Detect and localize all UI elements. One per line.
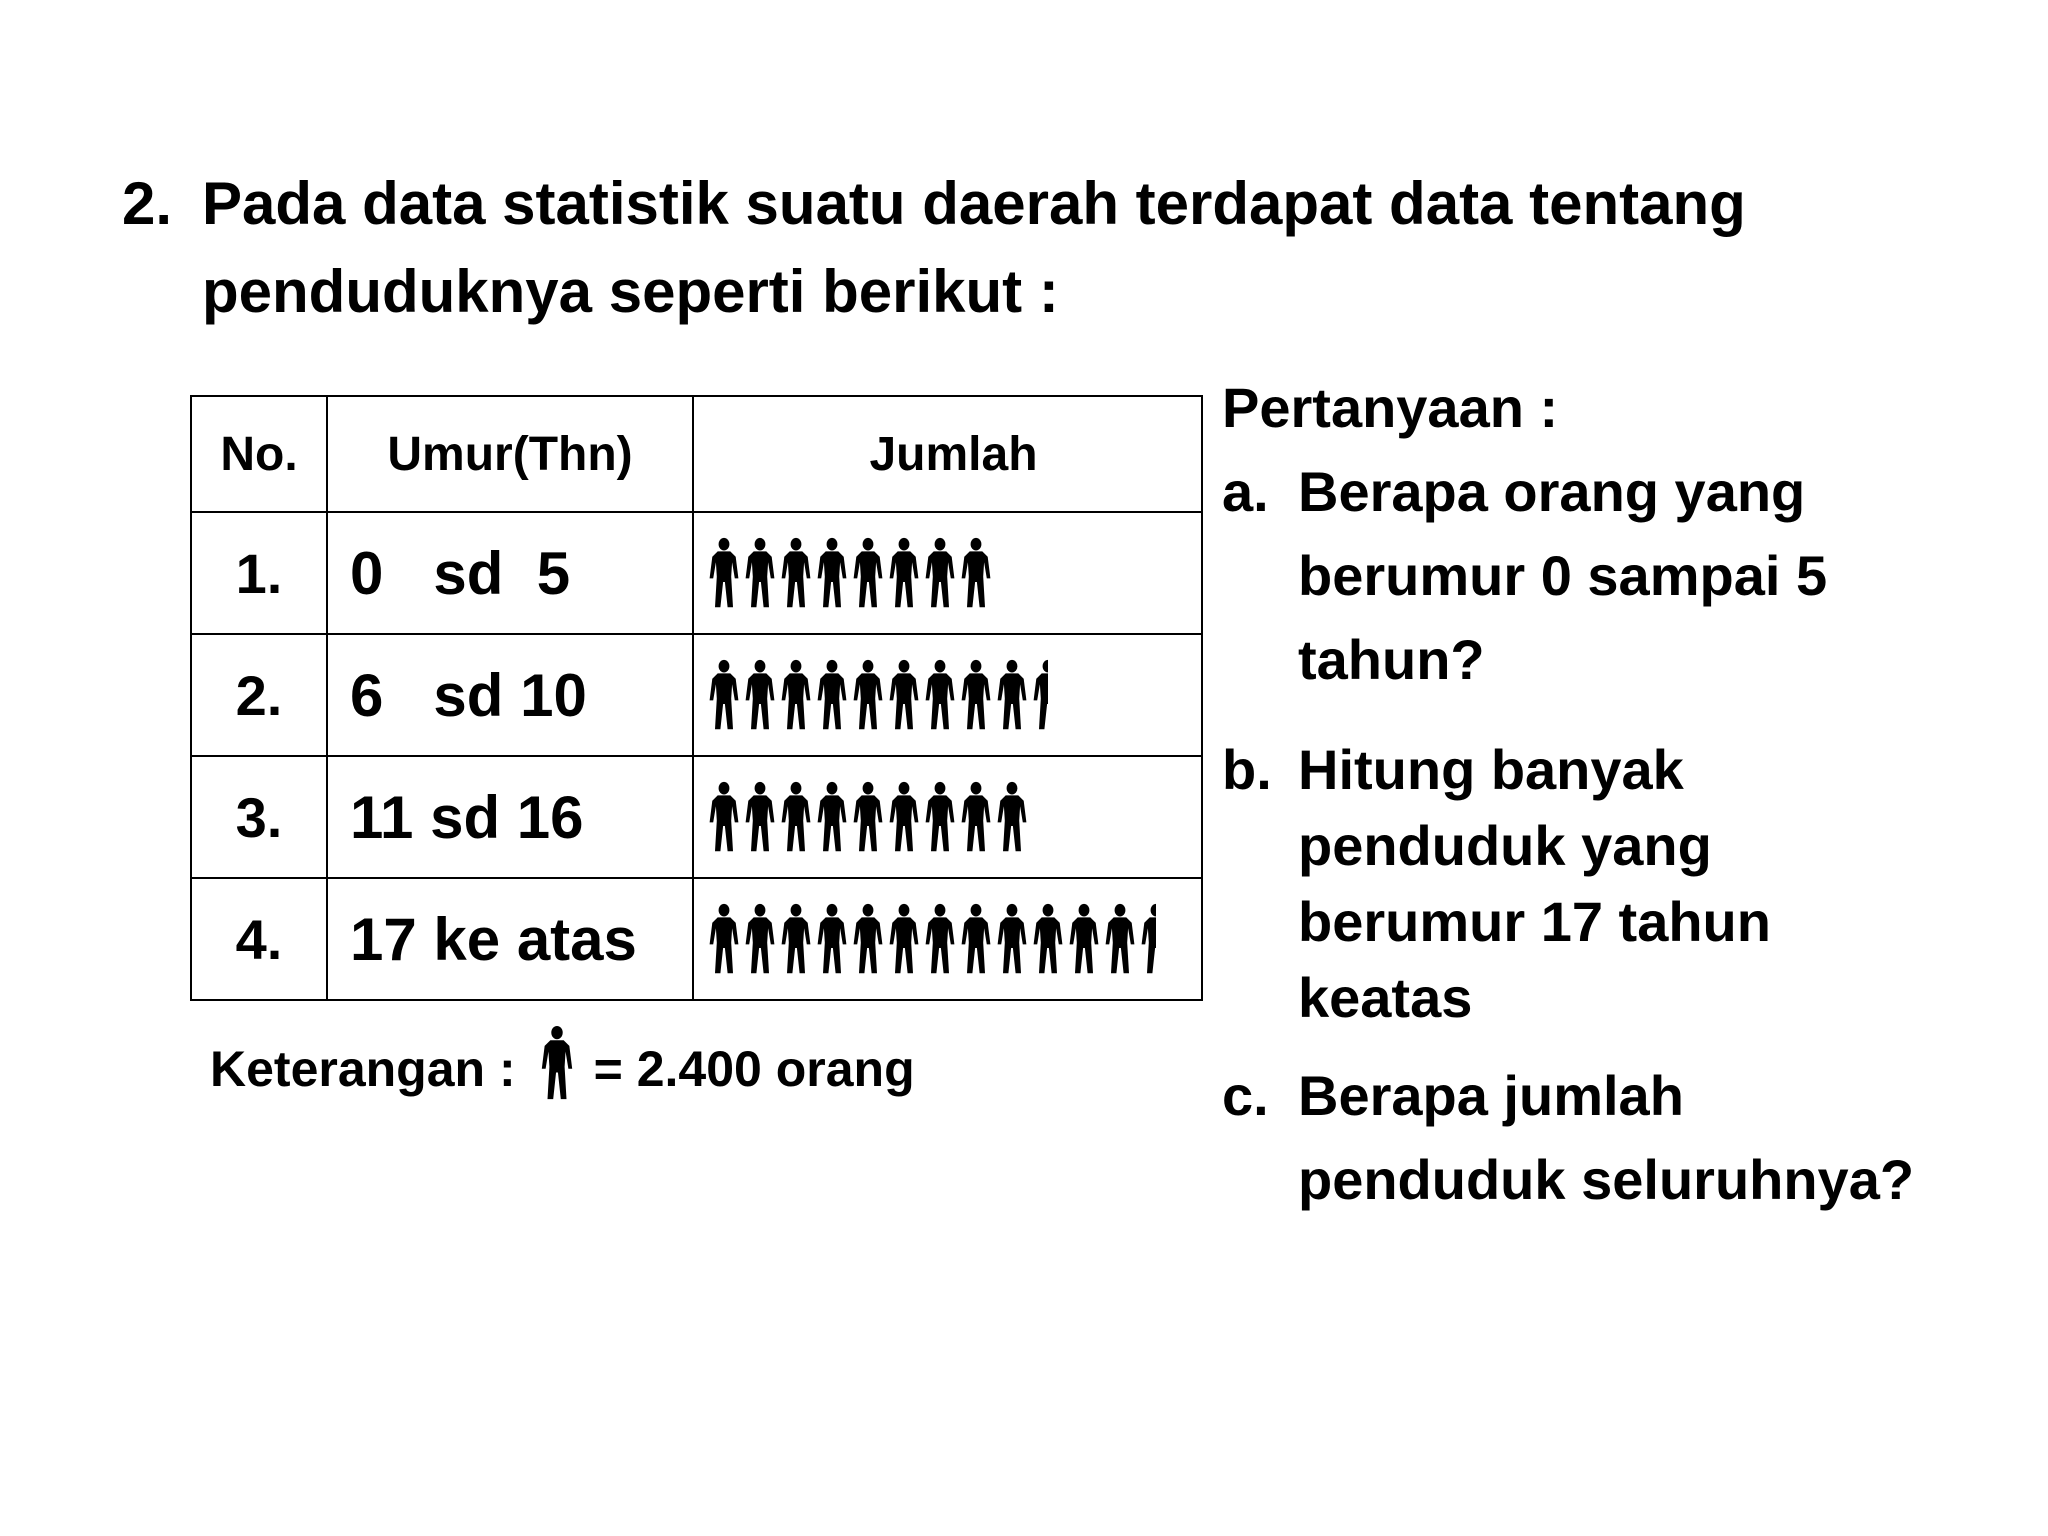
row-age-range: 17 ke atas (327, 878, 693, 1000)
person-icon (886, 654, 922, 736)
table-row (191, 756, 1202, 878)
question-line: Hitung banyak (1298, 738, 1684, 801)
question-line: Berapa jumlah (1298, 1064, 1684, 1127)
questions-title: Pertanyaan : (1222, 376, 1559, 439)
question-line: keatas (1298, 966, 1473, 1029)
person-icon (850, 776, 886, 858)
person-icon (814, 776, 850, 858)
person-icon (778, 898, 814, 980)
row-pictogram (693, 634, 1202, 756)
table-row (191, 512, 1202, 634)
person-icon (814, 654, 850, 736)
person-icon (958, 776, 994, 858)
person-icon (922, 532, 958, 614)
person-icon (994, 654, 1030, 736)
row-number: 2. (191, 634, 327, 756)
person-icon (958, 898, 994, 980)
table-row (191, 878, 1202, 1000)
pictogram-icons (706, 879, 1201, 999)
row-age-range: 11 sd 16 (327, 756, 693, 878)
question-line: berumur 0 sampai 5 (1298, 544, 1828, 607)
question-letter: b. (1222, 738, 1272, 801)
header-age: Umur(Thn) (327, 396, 693, 512)
legend-label: Keterangan : (210, 1041, 516, 1097)
person-icon (742, 898, 778, 980)
pictogram-icons (706, 513, 1201, 633)
person-icon (886, 898, 922, 980)
table-header-row (191, 396, 1202, 512)
row-age-range: 0 sd 5 (327, 512, 693, 634)
table-row (191, 634, 1202, 756)
person-icon (1102, 898, 1138, 980)
question-letter: a. (1222, 460, 1269, 523)
question-line: Berapa orang yang (1298, 460, 1806, 523)
row-number: 1. (191, 512, 327, 634)
pictogram-icons (706, 757, 1201, 877)
question-number: 2. (122, 170, 173, 237)
person-icon (778, 654, 814, 736)
person-icon (814, 532, 850, 614)
row-pictogram (693, 878, 1202, 1000)
header-count: Jumlah (693, 396, 1202, 512)
person-icon (1030, 898, 1066, 980)
person-icon (742, 532, 778, 614)
person-icon (922, 898, 958, 980)
person-icon (742, 654, 778, 736)
person-half-icon (1030, 654, 1048, 736)
person-icon (814, 898, 850, 980)
person-icon (706, 532, 742, 614)
person-icon (922, 654, 958, 736)
person-icon (706, 654, 742, 736)
questions-panel (1222, 372, 2022, 1222)
header-no: No. (191, 396, 327, 512)
person-icon (886, 776, 922, 858)
person-icon (958, 654, 994, 736)
population-table (190, 395, 1203, 1001)
row-number: 3. (191, 756, 327, 878)
person-icon (994, 898, 1030, 980)
person-icon (850, 532, 886, 614)
pictogram-icons (706, 635, 1201, 755)
person-icon (742, 776, 778, 858)
person-icon (778, 776, 814, 858)
person-icon (516, 1020, 594, 1118)
question-item-c (1222, 1054, 2022, 1222)
row-pictogram (693, 512, 1202, 634)
question-line: penduduk seluruhnya? (1298, 1148, 1915, 1211)
person-icon (850, 898, 886, 980)
person-icon (706, 898, 742, 980)
heading-line-2: penduduknya seperti berikut : (202, 258, 1059, 325)
person-icon (886, 532, 922, 614)
heading-line-1: Pada data statistik suatu daerah terdapat data tentang (202, 170, 1746, 237)
person-icon (778, 532, 814, 614)
question-heading (122, 160, 1746, 336)
legend (210, 1020, 915, 1118)
person-icon (1066, 898, 1102, 980)
person-icon (922, 776, 958, 858)
question-letter: c. (1222, 1064, 1269, 1127)
person-icon (994, 776, 1030, 858)
question-line: berumur 17 tahun (1298, 890, 1771, 953)
person-icon (958, 532, 994, 614)
question-item-b (1222, 732, 2022, 1036)
person-icon (850, 654, 886, 736)
question-item-a (1222, 450, 2022, 702)
question-line: tahun? (1298, 628, 1485, 691)
row-pictogram (693, 756, 1202, 878)
question-line: penduduk yang (1298, 814, 1712, 877)
row-age-range: 6 sd 10 (327, 634, 693, 756)
row-number: 4. (191, 878, 327, 1000)
person-icon (706, 776, 742, 858)
legend-value: = 2.400 orang (593, 1041, 915, 1097)
person-half-icon (1138, 898, 1156, 980)
person-icon (538, 1020, 576, 1106)
